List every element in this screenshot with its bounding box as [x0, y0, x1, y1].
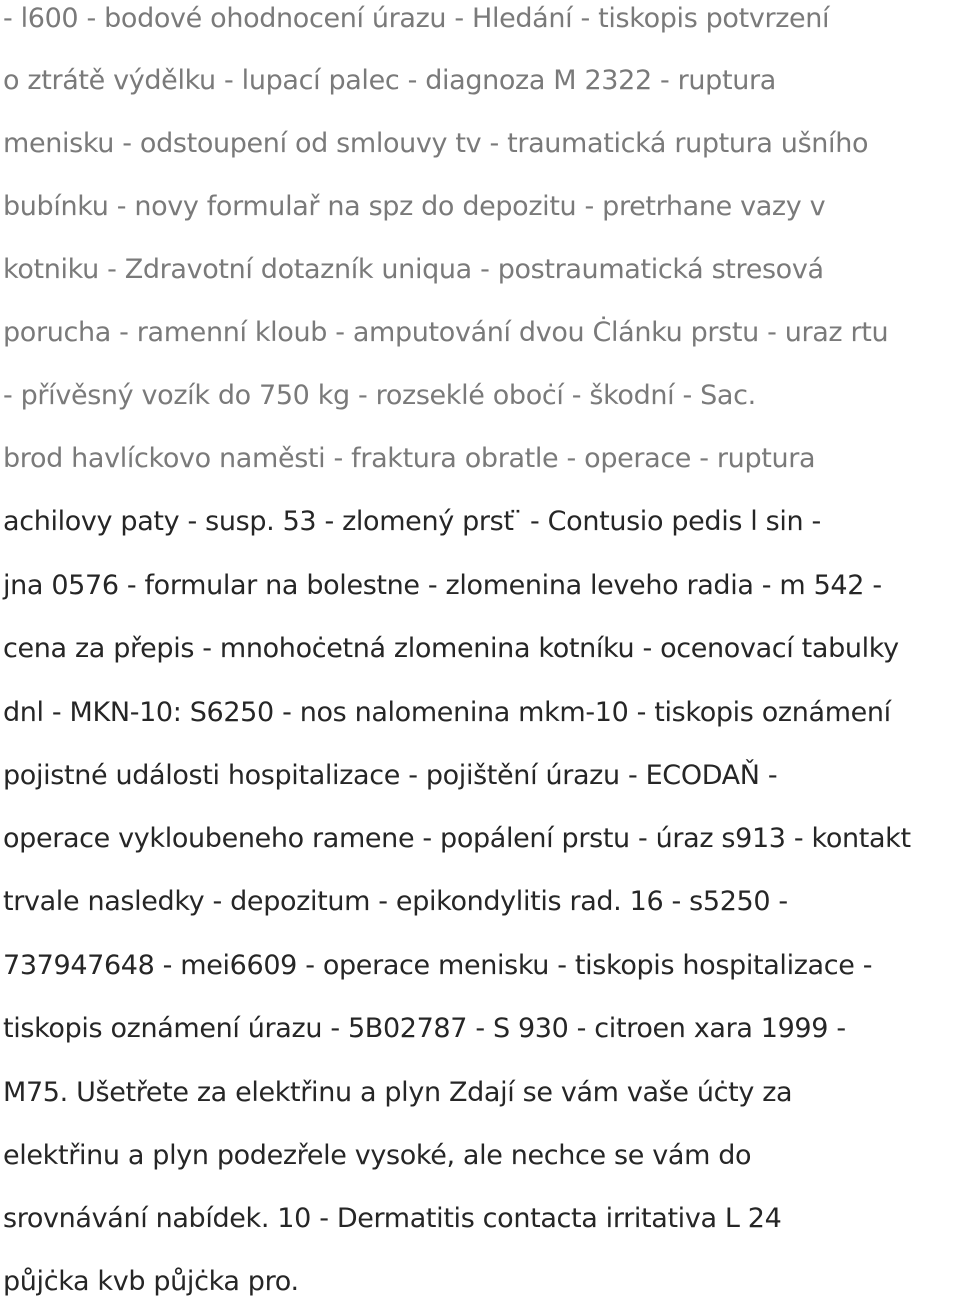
- text-line: - l600 - bodové ohodnocení úrazu - Hledání - tiskopis potvrzení: [3, 3, 830, 34]
- text-line: bubínku - novy formulař na spz do depozitu - pretrhane vazy v: [3, 191, 826, 222]
- text-line: půjċka kvb půjċka pro.: [3, 1266, 299, 1297]
- text-line: jna 0576 - formular na bolestne - zlomenina leveho radia - m 542 -: [3, 570, 882, 601]
- text-line: trvale nasledky - depozitum - epikondylitis rad. 16 - s5250 -: [3, 886, 788, 917]
- text-line: - přívěsný vozík do 750 kg - rozseklé oboċí - škodní - Sac.: [3, 380, 756, 411]
- text-line: achilovy paty - susp. 53 - zlomený prst ̈ - Contusio pedis l sin -: [3, 506, 821, 537]
- text-line: tiskopis oznámení úrazu - 5B02787 - S 930 - citroen xara 1999 -: [3, 1013, 846, 1044]
- text-line: menisku - odstoupení od smlouvy tv - traumatická ruptura ušního: [3, 128, 869, 159]
- text-line: dnl - MKN-10: S6250 - nos nalomenina mkm-10 - tiskopis oznámení: [3, 697, 891, 728]
- text-line: M75. Ušetřete za elektřinu a plyn Zdají se vám vaše úċty za: [3, 1077, 793, 1108]
- text-line: kotniku - Zdravotní dotazník uniqua - postraumatická stresová: [3, 254, 824, 285]
- text-line: srovnávání nabídek. 10 - Dermatitis contacta irritativa L 24: [3, 1203, 782, 1234]
- text-line: o ztrátě výdělku - lupací palec - diagnoza M 2322 - ruptura: [3, 65, 776, 96]
- text-line: 737947648 - mei6609 - operace menisku - tiskopis hospitalizace -: [3, 950, 873, 981]
- text-line: brod havlíckovo naměsti - fraktura obratle - operace - ruptura: [3, 443, 816, 474]
- text-line: porucha - ramenní kloub - amputování dvou Ċlánku prstu - uraz rtu: [3, 317, 889, 348]
- text-line: operace vykloubeneho ramene - popálení prstu - úraz s913 - kontakt: [3, 823, 911, 854]
- text-line: elektřinu a plyn podezřele vysoké, ale nechce se vám do: [3, 1140, 752, 1171]
- text-line: cena za přepis - mnohoċetná zlomenina kotníku - ocenovací tabulky: [3, 633, 899, 664]
- text-line: pojistné události hospitalizace - pojištění úrazu - ECODAŇ -: [3, 760, 778, 791]
